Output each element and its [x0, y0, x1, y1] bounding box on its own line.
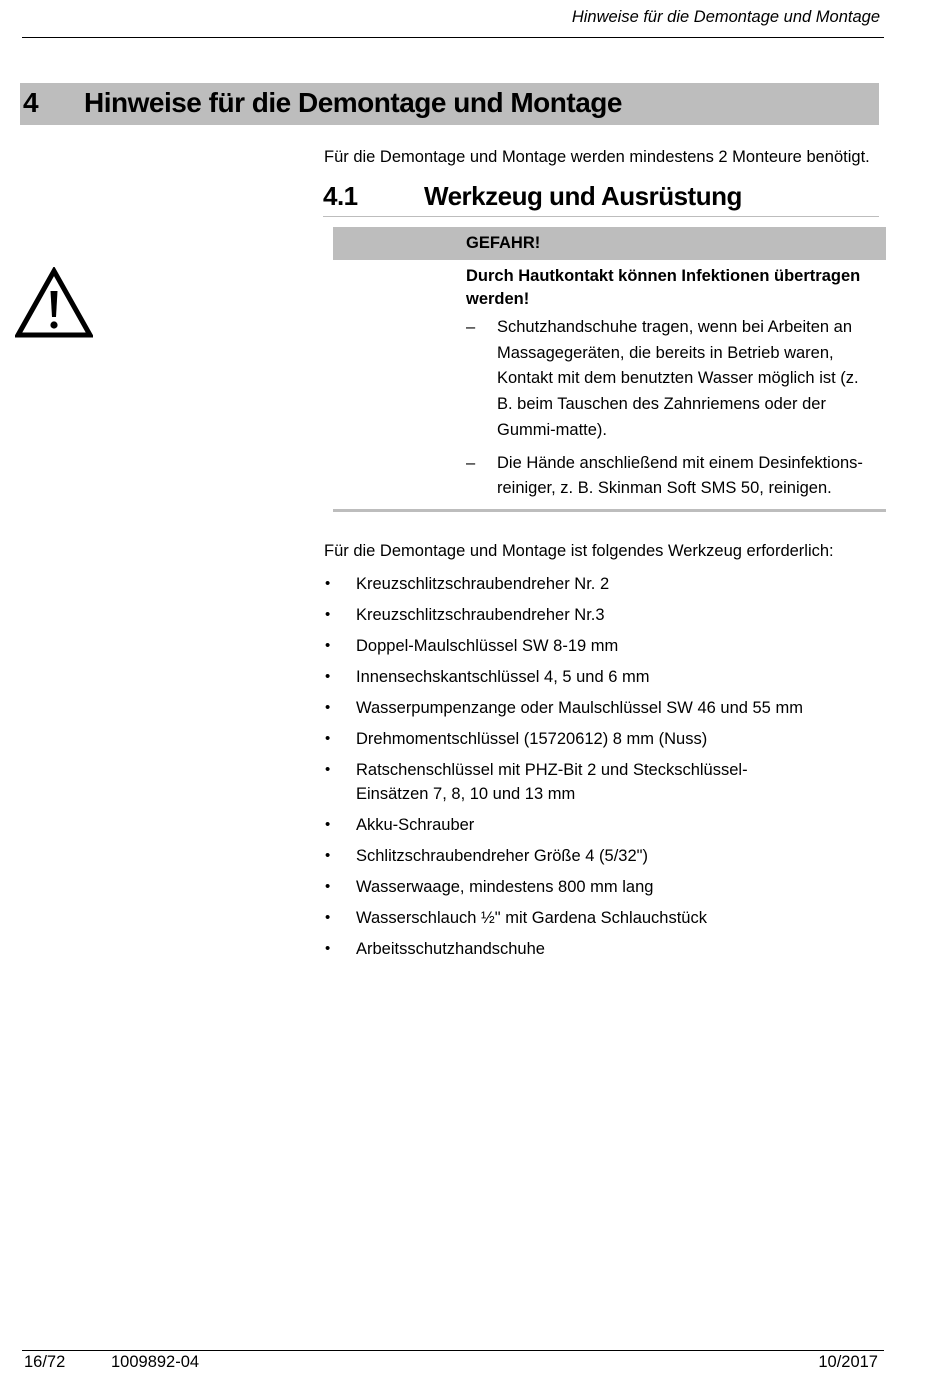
list-item — [324, 875, 864, 899]
dash-marker: – — [466, 453, 476, 472]
list-item — [324, 603, 864, 627]
warning-triangle-icon — [15, 267, 93, 339]
warning-item — [466, 451, 874, 502]
warning-item-text: Schutzhandschuhe tragen, wenn bei Arbeiten an Massagegeräten, die bereits in Betrieb waren, Kontakt mit dem benutzten Wasser möglich ist (z. B. beim Tauschen des Zahnriemens oder der Gummi-matte). — [497, 318, 859, 439]
section-title: Werkzeug und Ausrüstung — [424, 181, 742, 211]
header-rule — [22, 37, 884, 38]
list-item-text: Schlitzschraubendreher Größe 4 (5/32") — [356, 847, 648, 865]
list-item — [324, 906, 864, 930]
warning-content — [466, 265, 874, 509]
list-item-text: Doppel-Maulschlüssel SW 8-19 mm — [356, 637, 619, 655]
footer-document-number: 1009892-04 — [111, 1353, 200, 1371]
warning-header — [333, 227, 886, 260]
dash-marker: – — [466, 318, 476, 336]
list-item — [324, 727, 864, 751]
list-item — [324, 572, 864, 596]
bullet-marker: • — [325, 878, 331, 895]
warning-item-text: Die Hände anschließend mit einem Desinfektions-reiniger, z. B. Skinman Soft SMS 50, reinigen. — [497, 453, 863, 498]
list-item-text: Akku-Schrauber — [356, 816, 475, 834]
list-item — [324, 634, 864, 658]
bullet-marker: • — [325, 847, 331, 864]
chapter-number: 4 — [23, 87, 39, 118]
tools-list — [324, 572, 864, 968]
list-item-text: Innensechskantschlüssel 4, 5 und 6 mm — [356, 668, 650, 686]
list-item-text: Arbeitsschutzhandschuhe — [356, 940, 545, 958]
list-item — [324, 937, 864, 961]
list-item — [324, 665, 864, 689]
bullet-marker: • — [325, 761, 331, 778]
list-item-text: Wasserpumpenzange oder Maulschlüssel SW 46 und 55 mm — [356, 699, 803, 717]
bullet-marker: • — [325, 940, 331, 957]
warning-signal-word: GEFAHR! — [466, 234, 541, 252]
bullet-marker: • — [325, 575, 331, 592]
bullet-marker: • — [325, 637, 331, 654]
bullet-marker: • — [325, 909, 331, 926]
list-item — [324, 813, 864, 837]
intro-text: Für die Demontage und Montage werden mindestens 2 Monteure benötigt. — [324, 148, 870, 166]
footer-page-number: 16/72 — [24, 1353, 66, 1371]
chapter-title: Hinweise für die Demontage und Montage — [84, 87, 622, 118]
footer-date: 10/2017 — [818, 1353, 878, 1371]
list-item-text: Ratschenschlüssel mit PHZ-Bit 2 und Steckschlüssel-Einsätzen 7, 8, 10 und 13 mm — [356, 761, 748, 803]
list-item-text: Kreuzschlitzschraubendreher Nr. 2 — [356, 575, 610, 593]
bullet-marker: • — [325, 606, 331, 623]
list-item — [324, 844, 864, 868]
list-item-text: Kreuzschlitzschraubendreher Nr.3 — [356, 606, 605, 624]
footer-rule — [22, 1350, 884, 1351]
bullet-marker: • — [325, 730, 331, 747]
list-item-text: Drehmomentschlüssel (15720612) 8 mm (Nuss) — [356, 730, 708, 748]
list-item-text: Wasserschlauch ½" mit Gardena Schlauchstück — [356, 909, 707, 927]
running-header-title: Hinweise für die Demontage und Montage — [571, 8, 880, 26]
chapter-heading-bar — [20, 83, 879, 125]
list-item-text: Wasserwaage, mindestens 800 mm lang — [356, 878, 654, 896]
section-heading — [323, 181, 879, 217]
bullet-marker: • — [325, 668, 331, 685]
warning-item — [466, 315, 874, 444]
section-number: 4.1 — [323, 181, 358, 211]
bullet-marker: • — [325, 816, 331, 833]
bullet-marker: • — [325, 699, 331, 716]
list-item — [324, 696, 864, 720]
list-item — [324, 758, 816, 806]
tools-intro: Für die Demontage und Montage ist folgendes Werkzeug erforderlich: — [324, 542, 834, 560]
warning-title: Durch Hautkontakt können Infektionen übertragen werden! — [466, 267, 861, 308]
